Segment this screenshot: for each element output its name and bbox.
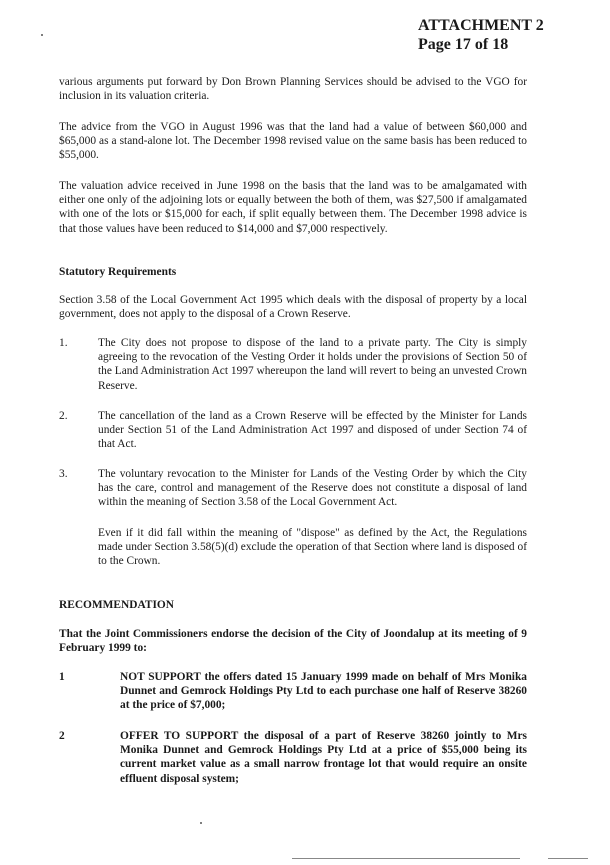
footer-rule [548,858,588,859]
list-item-continuation: Even if it did fall within the meaning of "dispose" as defined by the Act, the Regulations made under Section 3.58(5)(d) exclude the operation of that Section where land is disposed of to the Crown. [98,527,527,568]
page-number: Page 17 of 18 [418,36,509,53]
list-item: The City does not propose to dispose of the land to a private party. The City is simply agreeing to the revocation of the Vesting Order it holds under the provisions of Section 50 of the Land Administration Act 1997 whereupon the land will revert to being an unvested Crown Reserve. [98,337,527,392]
list-number: 1. [59,337,68,349]
list-number: 2. [59,410,68,422]
recommendation-intro: That the Joint Commissioners endorse the decision of the City of Joondalup at its meeting of 9 February 1999 to: [59,628,527,655]
list-item: The voluntary revocation to the Minister for Lands of the Vesting Order by which the City has the care, control and management of the Reserve does not constitute a disposal of land within the meaning of Section 3.58 of the Local Government Act. [98,468,527,509]
paragraph-section-358: Section 3.58 of the Local Government Act 1995 which deals with the disposal of property by a local government, does not apply to the disposal of a Crown Reserve. [59,294,527,321]
heading-recommendation: RECOMMENDATION [59,599,174,611]
list-number: 3. [59,468,68,480]
heading-statutory-requirements: Statutory Requirements [59,266,177,278]
paragraph-vgo-criteria: various arguments put forward by Don Brown Planning Services should be advised to the VGO for inclusion in its valuation criteria. [59,76,527,103]
attachment-label: ATTACHMENT 2 [418,17,544,34]
paragraph-vgo-advice-1996: The advice from the VGO in August 1996 was that the land had a value of between $60,000 and $65,000 as a stand-alone lot. The December 1998 revised value on the same basis has been reduced to $55,000. [59,121,527,162]
paragraph-valuation-june-1998: The valuation advice received in June 1998 on the basis that the land was to be amalgamated with either one only of the adjoining lots or equally between the both of them, was $27,500 if amalgamated with one of the lots or $15,000 for each, if split equally between them. The December 1998 advice is that those values have been reduced to $14,000 and $7,000 respectively. [59,180,527,235]
footer-rule [292,858,520,859]
list-number: 1 [59,671,65,683]
list-item: OFFER TO SUPPORT the disposal of a part of Reserve 38260 jointly to Mrs Monika Dunnet and Gemrock Holdings Pty Ltd at a price of $55,000 being its current market value as a small narrow frontage lot that would require an onsite effluent disposal system; [120,730,527,785]
scan-speck [41,34,43,36]
list-item: NOT SUPPORT the offers dated 15 January 1999 made on behalf of Mrs Monika Dunnet and Gemrock Holdings Pty Ltd to each purchase one half of Reserve 38260 at the price of $7,000; [120,671,527,712]
scan-speck [200,822,202,824]
list-item: The cancellation of the land as a Crown Reserve will be effected by the Minister for Lands under Section 51 of the Land Administration Act 1997 and disposed of under Section 74 of that Act. [98,410,527,451]
list-number: 2 [59,730,65,742]
